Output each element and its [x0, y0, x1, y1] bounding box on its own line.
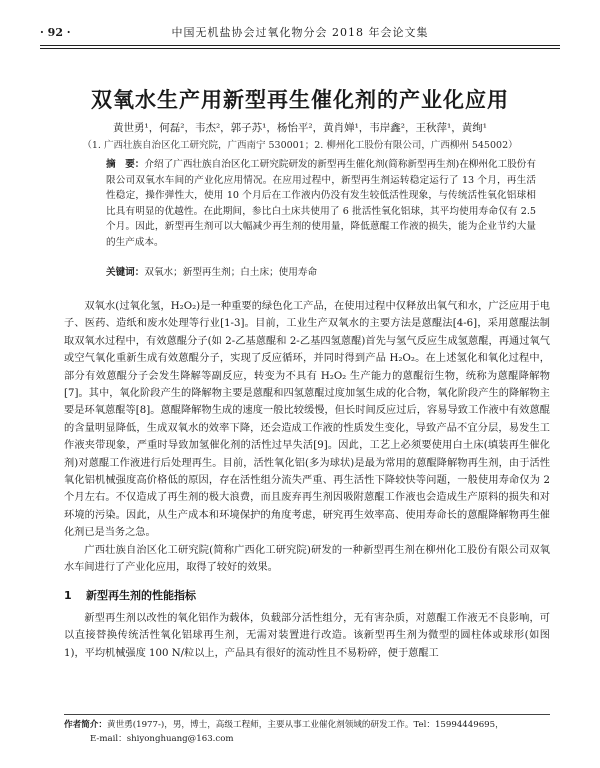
keywords-text: 双氧水；新型再生剂；白土床；使用寿命	[144, 267, 318, 278]
affiliation: （1. 广西壮族自治区化工研究院，广西南宁 530001；2. 柳州化工股份有限公司，广西柳州 545002）	[82, 140, 518, 151]
section-number: 1	[64, 588, 72, 602]
abstract-text: 介绍了广西壮族自治区化工研究院研发的新型再生催化剂(简称新型再生剂)在柳州化工股份有限公司双氧水车间的产业化应用情况。在应用过程中，新型再生剂运转稳定运行了 13 个月，再生活性稳定，操作弹性大，使用 10 个月后在工作液内仍没有发生较低活性现象，与传统活性氧化铝球相比具有明显的优越性。在此期间，参比白土床共使用了 6 批活性氧化铝球，其平均使用寿命仅有 2.5 个月。因此，新型再生剂可以大幅减少再生剂的使用量，降低蒽醌工作液的损失，能为企业节约大量的生产成本。	[106, 159, 536, 248]
keywords-label: 关键词：	[106, 267, 145, 278]
author-list: 黄世勇¹，何磊²，韦杰²，郭子苏¹，杨怡平²，黄肖婵¹，韦岸鑫²，王秋萍¹，黄绚¹	[113, 122, 487, 134]
header-rule-thin	[40, 48, 560, 49]
footnote-label: 作者简介：	[64, 720, 107, 730]
keywords	[106, 265, 536, 280]
section-title: 新型再生剂的性能指标	[86, 588, 196, 602]
footnote-text: 黄世勇(1977-)，男，博士，高级工程师，主要从事工业催化剂领域的研发工作。Tel：15994449695，	[106, 720, 504, 730]
paragraph: 新型再生剂以改性的氧化铝作为载体，负载部分活性组分，无有害杂质，对蒽醌工作液无不良影响，可以直接替换传统活性氧化铝球再生剂，无需对装置进行改造。该新型再生剂为微型的圆柱体或球形(如图 1)，平均机械强度 100 N/粒以上，产品具有很好的流动性且不易粉碎，便于蒽醌工	[64, 612, 550, 659]
header-rule	[40, 45, 560, 46]
section-heading	[64, 587, 550, 604]
abstract	[106, 157, 536, 251]
paragraph: 广西壮族自治区化工研究院(简称广西化工研究院)研发的一种新型再生剂在柳州化工股份有限公司双氧水车间进行了产业化应用，取得了较好的效果。	[64, 544, 550, 574]
author-email: E-mail：shiyonghuang@163.com	[90, 734, 234, 744]
footnote-rule	[64, 714, 550, 715]
article-title: 双氧水生产用新型再生催化剂的产业化应用	[91, 88, 509, 112]
footnote	[64, 718, 564, 746]
running-header	[40, 24, 560, 42]
footnote-line	[64, 718, 564, 732]
page-number: · 92 ·	[40, 26, 71, 39]
paragraph: 双氧水(过氧化氢，H₂O₂)是一种重要的绿色化工产品，在使用过程中仅释放出氧气和水，广泛应用于电子、医药、造纸和废水处理等行业[1-3]。目前，工业生产双氧水的主要方法是蒽醌法[4-6]，采用蒽醌法制取双氧水过程中，有效蒽醌分子(如 2-乙基蒽醌和 2-乙基四氢蒽醌)首先与氢气反应生成氢蒽醌，再通过氧气或空气氧化重新生成有效蒽醌分子，实现了反应循环，并同时得到产品 H₂O₂。在上述氢化和氧化过程中，部分有效蒽醌分子会发生降解等副反应，转变为不具有 H₂O₂ 生产能力的蒽醌衍生物，统称为蒽醌降解物[7]。其中，氧化阶段产生的降解物主要是蒽醌和四氢蒽醌过度加氢生成的化合物，氧化阶段产生的降解物主要是环氧蒽醌等[8]。蒽醌降解物生成的速度一般比较缓慢，但长时间反应过后，容易导致工作液中有效蒽醌的含量明显降低，生成双氧水的效率下降，还会造成工作液的性质发生变化，导致产品不宜分层，易发生工作液夹带现象，严重时导致加氢催化剂的活性过早失活[9]。因此，工艺上必须要使用白土床(填装再生催化剂)对蒽醌工作液进行后处理再生。目前，活性氧化铝(多为球状)是最为常用的蒽醌降解物再生剂，由于活性氧化铝机械强度高价格低的原因，存在活性组分流失严重、再生活性下降较快等问题，一般使用寿命仅为 2 个月左右。不仅造成了再生剂的极大浪费，而且废弃再生剂因吸附蒽醌工作液也会造成生产原料的损失和对环境的污染。因此，从生产成本和环境保护的角度考虑，研究再生效率高、使用寿命长的蒽醌降解物再生催化剂已是当务之急。	[64, 301, 550, 539]
running-head-title: 中国无机盐协会过氧化物分会 2018 年会论文集	[171, 26, 429, 39]
body-text	[64, 298, 550, 662]
abstract-label: 摘 要：	[106, 159, 145, 170]
